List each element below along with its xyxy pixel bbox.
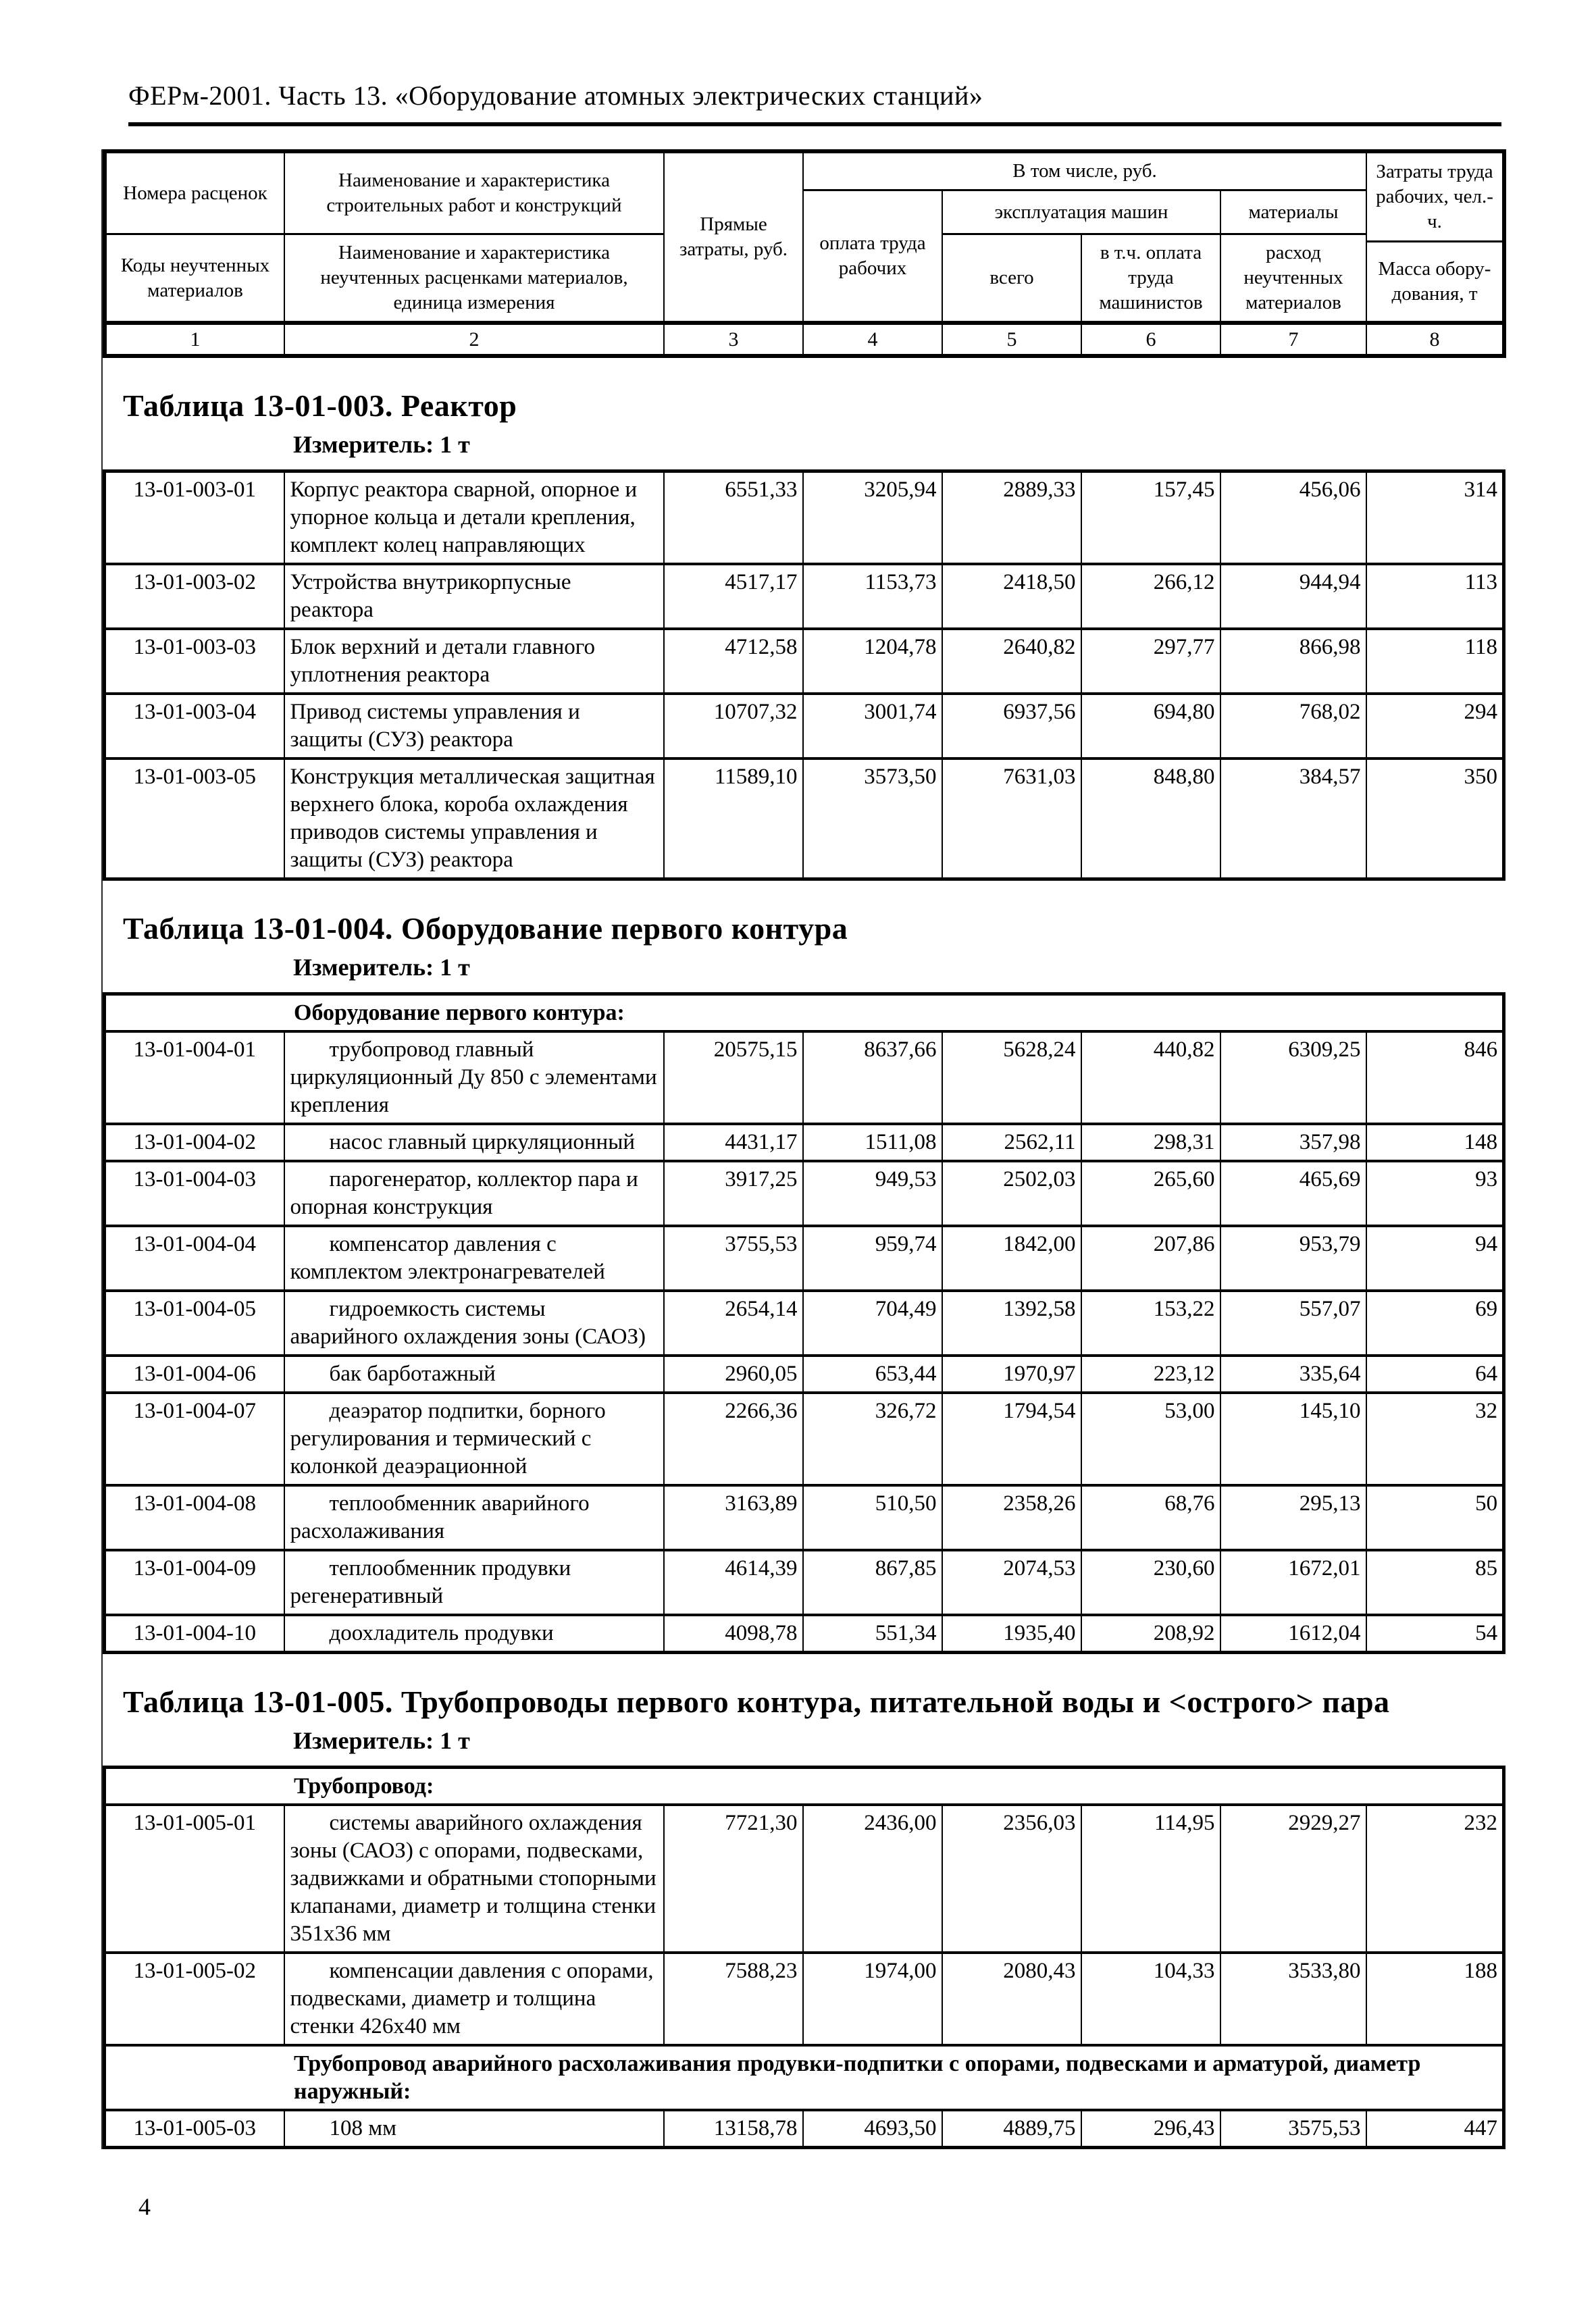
machines-total-value: 2080,43: [942, 1953, 1081, 2045]
drivers-pay-value: 296,43: [1081, 2110, 1220, 2148]
rate-code: 13-01-004-09: [105, 1550, 284, 1615]
rate-code: 13-01-004-07: [105, 1393, 284, 1485]
rate-code: 13-01-005-01: [105, 1805, 284, 1953]
machines-total-value: 2074,53: [942, 1550, 1081, 1615]
machines-total-value: 2562,11: [942, 1124, 1081, 1161]
work-description: Привод системы управления и защиты (СУЗ) реактора: [284, 694, 664, 759]
section-13-01-005: [103, 1684, 1501, 2149]
drivers-pay-value: 68,76: [1081, 1485, 1220, 1550]
machines-total-value: 5628,24: [942, 1031, 1081, 1124]
direct-costs-value: 20575,15: [664, 1031, 803, 1124]
workers-pay-value: 4693,50: [803, 2110, 942, 2148]
machines-total-value: 2640,82: [942, 629, 1081, 694]
labor-costs-header: Затраты труда рабочих, чел.-ч.: [1366, 151, 1504, 242]
table-row: [105, 1615, 1504, 1653]
work-description: теплообменник продувки регенеративный: [284, 1550, 664, 1615]
materials-value: 3575,53: [1220, 2110, 1366, 2148]
table-title: Таблица 13-01-003. Реактор: [123, 388, 517, 423]
materials-value: 768,02: [1220, 694, 1366, 759]
work-description: насос главный циркуляционный: [284, 1124, 664, 1161]
table-row: [105, 1393, 1504, 1485]
workers-pay-value: 3001,74: [803, 694, 942, 759]
materials-value: 1612,04: [1220, 1615, 1366, 1653]
labor-mass-value: 85: [1366, 1550, 1504, 1615]
materials-value: 953,79: [1220, 1226, 1366, 1291]
direct-costs-value: 4517,17: [664, 564, 803, 629]
cost-table-13-01-005: [103, 1766, 1505, 2149]
col-number-8: 8: [1366, 323, 1504, 356]
labor-mass-value: 188: [1366, 1953, 1504, 2045]
direct-costs-value: 4614,39: [664, 1550, 803, 1615]
work-description: компенсатор давления с комплектом электронагревателей: [284, 1226, 664, 1291]
materials-value: 557,07: [1220, 1291, 1366, 1356]
direct-costs-value: 4098,78: [664, 1615, 803, 1653]
workers-pay-value: 1974,00: [803, 1953, 942, 2045]
measure-label: Измеритель: 1 т: [293, 1727, 470, 1754]
machines-total-value: 2418,50: [942, 564, 1081, 629]
labor-mass-value: 94: [1366, 1226, 1504, 1291]
labor-mass-value: 54: [1366, 1615, 1504, 1653]
labor-mass-value: 64: [1366, 1356, 1504, 1393]
work-description: доохладитель продувки: [284, 1615, 664, 1653]
workers-pay-value: 653,44: [803, 1356, 942, 1393]
col-number-7: 7: [1220, 323, 1366, 356]
machines-total-value: 6937,56: [942, 694, 1081, 759]
section-13-01-003: [103, 388, 1501, 881]
direct-costs-value: 2654,14: [664, 1291, 803, 1356]
table-row: [105, 1226, 1504, 1291]
table-row: [105, 629, 1504, 694]
table-row: [105, 1550, 1504, 1615]
rate-code: 13-01-003-04: [105, 694, 284, 759]
work-description: парогенератор, коллектор пара и опорная конструкция: [284, 1161, 664, 1226]
labor-mass-value: 846: [1366, 1031, 1504, 1124]
materials-value: 357,98: [1220, 1124, 1366, 1161]
rate-code: 13-01-004-10: [105, 1615, 284, 1653]
page-number: 4: [138, 2193, 151, 2220]
group-subheader: Оборудование первого контура:: [105, 994, 1504, 1032]
machines-header: эксплуатация машин: [942, 190, 1220, 234]
rate-numbers-header: Номера расценок: [105, 151, 284, 234]
group-subheader: Трубопровод:: [105, 1768, 1504, 1805]
work-description: Устройства внутрикорпусные реактора: [284, 564, 664, 629]
work-description: теплообменник аварийного расхолаживания: [284, 1485, 664, 1550]
workers-pay-value: 2436,00: [803, 1805, 942, 1953]
workers-pay-value: 949,53: [803, 1161, 942, 1226]
direct-costs-value: 7588,23: [664, 1953, 803, 2045]
drivers-pay-value: 266,12: [1081, 564, 1220, 629]
rate-code: 13-01-003-02: [105, 564, 284, 629]
materials-value: 2929,27: [1220, 1805, 1366, 1953]
work-description: Блок верхний и детали главного уплотнения реактора: [284, 629, 664, 694]
machines-total-value: 7631,03: [942, 759, 1081, 879]
materials-value: 3533,80: [1220, 1953, 1366, 2045]
work-description: Конструкция металлическая защитная верхнего блока, короба охлаждения приводов системы управления и защиты (СУЗ) реактора: [284, 759, 664, 879]
machines-total-value: 1970,97: [942, 1356, 1081, 1393]
table-title: Таблица 13-01-004. Оборудование первого контура: [123, 911, 848, 946]
workers-pay-value: 510,50: [803, 1485, 942, 1550]
table-row: [105, 1805, 1504, 1953]
work-description: Корпус реактора сварной, опорное и упорное кольца и детали крепления, комплект колец направляющих: [284, 471, 664, 565]
direct-costs-value: 4431,17: [664, 1124, 803, 1161]
rate-code: 13-01-004-02: [105, 1124, 284, 1161]
table-title: Таблица 13-01-005. Трубопроводы первого контура, питательной воды и <острого> пара: [123, 1685, 1390, 1719]
rate-code: 13-01-004-01: [105, 1031, 284, 1124]
materials-value: 145,10: [1220, 1393, 1366, 1485]
machines-total-value: 1392,58: [942, 1291, 1081, 1356]
rate-code: 13-01-005-02: [105, 1953, 284, 2045]
table-row: [105, 564, 1504, 629]
work-description: трубопровод главный циркуляционный Ду 850 с элементами крепления: [284, 1031, 664, 1124]
direct-costs-value: 13158,78: [664, 2110, 803, 2148]
rate-code: 13-01-004-04: [105, 1226, 284, 1291]
machines-total-value: 1794,54: [942, 1393, 1081, 1485]
drivers-pay-value: 223,12: [1081, 1356, 1220, 1393]
materials-value: 1672,01: [1220, 1550, 1366, 1615]
materials-header: материалы: [1220, 190, 1366, 234]
section-13-01-004: [103, 910, 1501, 1654]
group-subheader: Трубопровод аварийного расхолаживания продувки-подпитки с опорами, подвесками и арматурой, диаметр наружный:: [105, 2045, 1504, 2110]
rate-code: 13-01-004-03: [105, 1161, 284, 1226]
header-row-1: [105, 151, 1504, 190]
column-numbers-row: [105, 323, 1504, 356]
table-row: [105, 1031, 1504, 1124]
labor-mass-value: 113: [1366, 564, 1504, 629]
materials-value: 295,13: [1220, 1485, 1366, 1550]
including-header: В том числе, руб.: [803, 151, 1366, 190]
direct-costs-value: 2960,05: [664, 1356, 803, 1393]
labor-mass-value: 50: [1366, 1485, 1504, 1550]
table-row: [105, 1124, 1504, 1161]
workers-pay-header: оплата труда рабочих: [803, 190, 942, 324]
materials-consumption-header: расход неучтенных материалов: [1220, 234, 1366, 324]
direct-costs-value: 4712,58: [664, 629, 803, 694]
workers-pay-value: 704,49: [803, 1291, 942, 1356]
header-rule: [128, 122, 1501, 126]
drivers-pay-header: в т.ч. оплата труда машинистов: [1081, 234, 1220, 324]
labor-mass-value: 32: [1366, 1393, 1504, 1485]
direct-costs-value: 10707,32: [664, 694, 803, 759]
workers-pay-value: 1204,78: [803, 629, 942, 694]
col-number-1: 1: [105, 323, 284, 356]
rate-code: 13-01-004-06: [105, 1356, 284, 1393]
col-number-5: 5: [942, 323, 1081, 356]
labor-mass-value: 350: [1366, 759, 1504, 879]
table-row: [105, 1356, 1504, 1393]
table-row: [105, 1161, 1504, 1226]
labor-mass-value: 294: [1366, 694, 1504, 759]
labor-mass-value: 314: [1366, 471, 1504, 565]
rate-code: 13-01-003-05: [105, 759, 284, 879]
drivers-pay-value: 114,95: [1081, 1805, 1220, 1953]
table-row: [105, 759, 1504, 879]
drivers-pay-value: 694,80: [1081, 694, 1220, 759]
materials-value: 335,64: [1220, 1356, 1366, 1393]
workers-pay-value: 8637,66: [803, 1031, 942, 1124]
col-number-4: 4: [803, 323, 942, 356]
table-row: [105, 1953, 1504, 2045]
rate-code: 13-01-004-08: [105, 1485, 284, 1550]
rate-code: 13-01-003-01: [105, 471, 284, 565]
labor-mass-value: 148: [1366, 1124, 1504, 1161]
measure-label: Измеритель: 1 т: [293, 954, 470, 981]
table-row: [105, 471, 1504, 565]
workers-pay-value: 1153,73: [803, 564, 942, 629]
machines-total-value: 1935,40: [942, 1615, 1081, 1653]
group-subheader-row: [105, 2045, 1504, 2110]
drivers-pay-value: 153,22: [1081, 1291, 1220, 1356]
drivers-pay-value: 230,60: [1081, 1550, 1220, 1615]
labor-mass-value: 232: [1366, 1805, 1504, 1953]
direct-costs-value: 11589,10: [664, 759, 803, 879]
labor-mass-value: 69: [1366, 1291, 1504, 1356]
machines-total-value: 2889,33: [942, 471, 1081, 565]
group-subheader-row: [105, 1768, 1504, 1805]
materials-value: 384,57: [1220, 759, 1366, 879]
workers-pay-value: 1511,08: [803, 1124, 942, 1161]
labor-mass-value: 447: [1366, 2110, 1504, 2148]
group-subheader-row: [105, 994, 1504, 1032]
machines-total-value: 4889,75: [942, 2110, 1081, 2148]
table-row: [105, 694, 1504, 759]
direct-costs-value: 3917,25: [664, 1161, 803, 1226]
labor-mass-value: 118: [1366, 629, 1504, 694]
tables-area: [101, 149, 1501, 2149]
rate-code: 13-01-003-03: [105, 629, 284, 694]
work-description: деаэратор подпитки, борного регулирования и термический с колонкой деаэрационной: [284, 1393, 664, 1485]
direct-costs-value: 2266,36: [664, 1393, 803, 1485]
rate-code: 13-01-005-03: [105, 2110, 284, 2148]
drivers-pay-value: 208,92: [1081, 1615, 1220, 1653]
col-number-2: 2: [284, 323, 664, 356]
direct-costs-value: 6551,33: [664, 471, 803, 565]
work-name-header: Наименование и характеристика строительных работ и конструкций: [284, 151, 664, 234]
table-row: [105, 1485, 1504, 1550]
machines-total-value: 2356,03: [942, 1805, 1081, 1953]
machines-total-value: 1842,00: [942, 1226, 1081, 1291]
work-description: компенсации давления с опорами, подвесками, диаметр и толщина стенки 426х40 мм: [284, 1953, 664, 2045]
materials-value: 866,98: [1220, 629, 1366, 694]
measure-label: Измеритель: 1 т: [293, 431, 470, 458]
drivers-pay-value: 53,00: [1081, 1393, 1220, 1485]
direct-costs-value: 3163,89: [664, 1485, 803, 1550]
direct-costs-value: 7721,30: [664, 1805, 803, 1953]
col-number-6: 6: [1081, 323, 1220, 356]
drivers-pay-value: 207,86: [1081, 1226, 1220, 1291]
materials-name-header: Наименование и характеристика неучтенных расценками материалов, единица измерения: [284, 234, 664, 324]
drivers-pay-value: 297,77: [1081, 629, 1220, 694]
materials-value: 456,06: [1220, 471, 1366, 565]
work-description: системы аварийного охлаждения зоны (САОЗ) с опорами, подвесками, задвижками и обратными стопорными клапанами, диаметр и толщина стенки 351х36 мм: [284, 1805, 664, 1953]
column-header-table: [103, 149, 1506, 358]
cost-table-13-01-004: [103, 992, 1505, 1654]
workers-pay-value: 959,74: [803, 1226, 942, 1291]
cost-table-13-01-003: [103, 469, 1505, 881]
machines-total-value: 2358,26: [942, 1485, 1081, 1550]
equipment-mass-header: Масса обору-дования, т: [1366, 242, 1504, 323]
workers-pay-value: 3573,50: [803, 759, 942, 879]
work-description: бак барботажный: [284, 1356, 664, 1393]
drivers-pay-value: 440,82: [1081, 1031, 1220, 1124]
workers-pay-value: 3205,94: [803, 471, 942, 565]
direct-costs-value: 3755,53: [664, 1226, 803, 1291]
materials-value: 944,94: [1220, 564, 1366, 629]
machines-total-value: 2502,03: [942, 1161, 1081, 1226]
rate-code: 13-01-004-05: [105, 1291, 284, 1356]
workers-pay-value: 326,72: [803, 1393, 942, 1485]
workers-pay-value: 867,85: [803, 1550, 942, 1615]
direct-costs-header: Прямые затраты, руб.: [664, 151, 803, 323]
drivers-pay-value: 157,45: [1081, 471, 1220, 565]
labor-mass-value: 93: [1366, 1161, 1504, 1226]
work-description: гидроемкость системы аварийного охлаждения зоны (САОЗ): [284, 1291, 664, 1356]
col-number-3: 3: [664, 323, 803, 356]
drivers-pay-value: 104,33: [1081, 1953, 1220, 2045]
drivers-pay-value: 298,31: [1081, 1124, 1220, 1161]
workers-pay-value: 551,34: [803, 1615, 942, 1653]
materials-value: 6309,25: [1220, 1031, 1366, 1124]
document-header: ФЕРм-2001. Часть 13. «Оборудование атомных электрических станций»: [128, 80, 983, 111]
codes-header: Коды неучтенных материалов: [105, 234, 284, 324]
drivers-pay-value: 848,80: [1081, 759, 1220, 879]
total-header: всего: [942, 234, 1081, 324]
materials-value: 465,69: [1220, 1161, 1366, 1226]
table-row: [105, 1291, 1504, 1356]
table-row: [105, 2110, 1504, 2148]
drivers-pay-value: 265,60: [1081, 1161, 1220, 1226]
work-description: 108 мм: [284, 2110, 664, 2148]
